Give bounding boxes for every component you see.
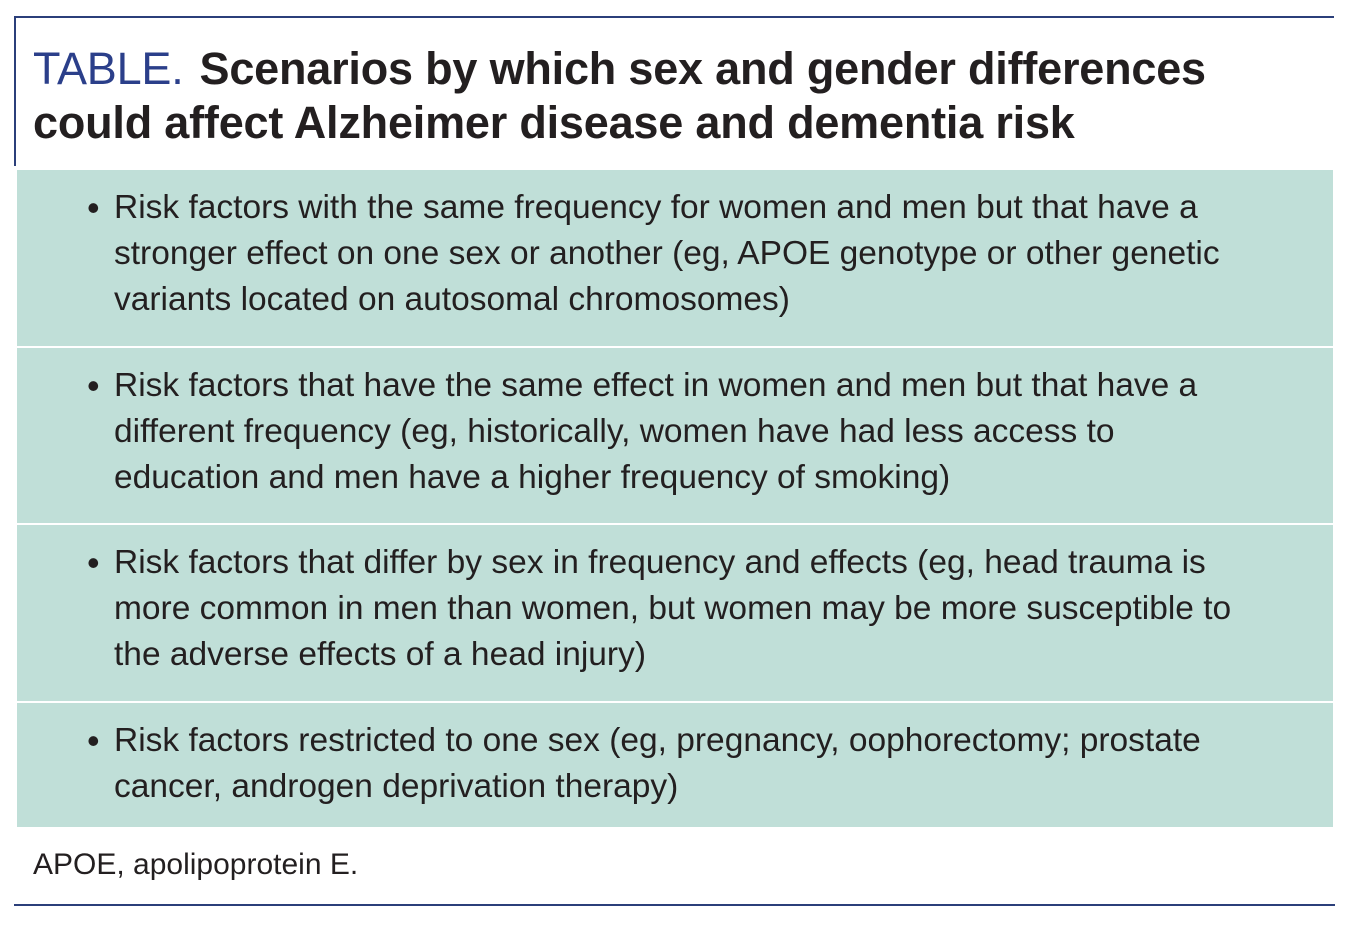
bullet-marker: • — [87, 187, 100, 228]
row-text: Risk factors with the same frequency for women and men but that have a stronger effect on one sex or another (eg, APOE genotype or other genetic variants located on autosomal chromosomes) — [114, 189, 1220, 318]
table-title — [33, 42, 1313, 150]
table-body — [17, 170, 1333, 827]
bullet-marker: • — [87, 365, 100, 406]
table-row — [17, 170, 1333, 346]
table-row — [17, 703, 1333, 827]
table-footnote: APOE, apolipoprotein E. — [33, 848, 359, 881]
row-text: Risk factors restricted to one sex (eg, pregnancy, oophorectomy; prostate cancer, androgen deprivation therapy) — [114, 722, 1201, 805]
table-row — [17, 348, 1333, 524]
row-text: Risk factors that have the same effect in women and men but that have a different frequency (eg, historically, women have had less access to education and men have a higher frequency of smoking) — [114, 367, 1198, 496]
bullet-marker: • — [87, 542, 100, 583]
table-row — [17, 525, 1333, 702]
table-title-label: TABLE. — [33, 43, 184, 94]
row-text: Risk factors that differ by sex in frequency and effects (eg, head trauma is more common in men than women, but women may be more susceptible to the adverse effects of a head injury) — [114, 544, 1232, 673]
bullet-marker: • — [87, 720, 100, 761]
bottom-rule — [14, 904, 1335, 906]
table-title-text: Scenarios by which sex and gender differences could affect Alzheimer disease and dementia risk — [33, 43, 1206, 148]
